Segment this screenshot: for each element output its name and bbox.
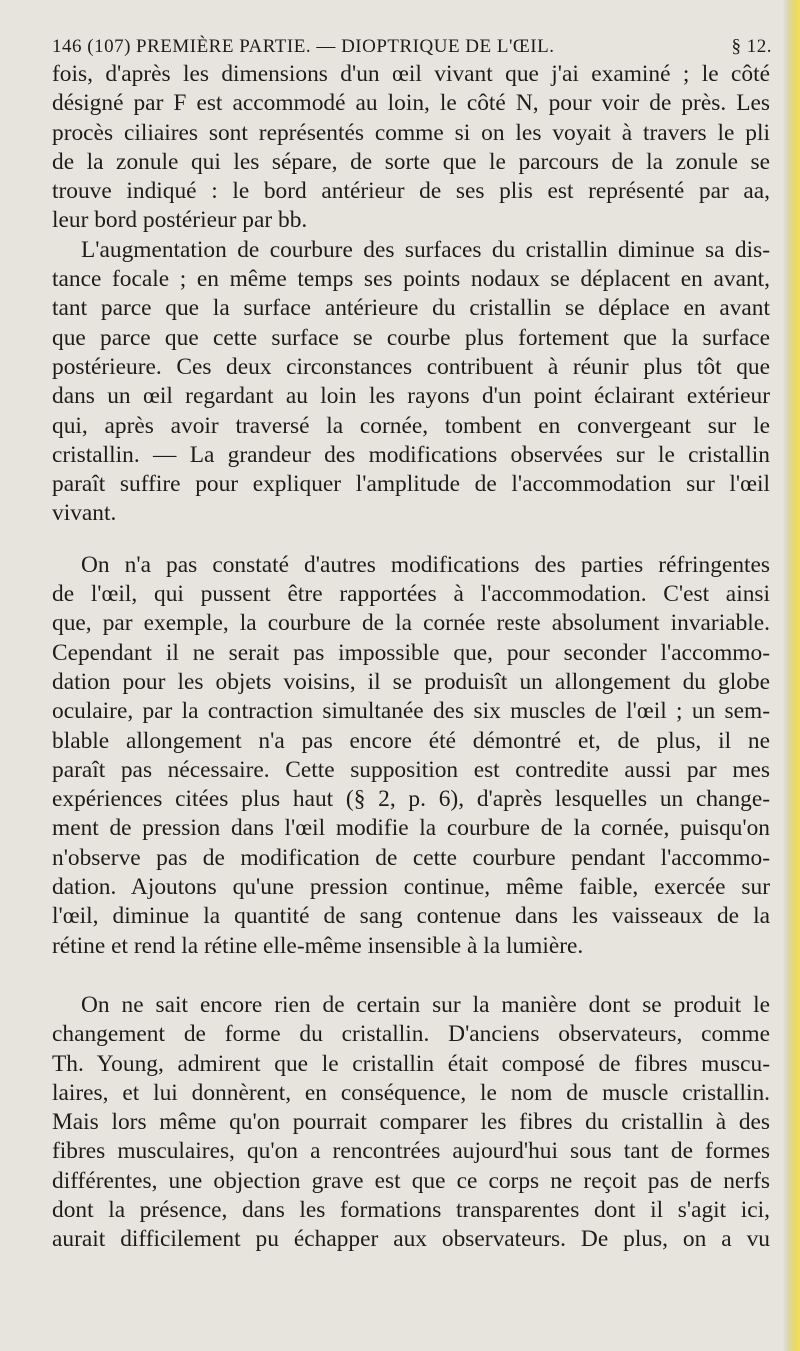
- text-line: rétine et rend la rétine elle-même insensible à la lumière.: [52, 932, 584, 959]
- text-line: que, par exemple, la courbure de la cornée reste absolument invariable.: [52, 610, 770, 637]
- section-number: § 12.: [731, 36, 772, 57]
- text-line: fibres musculaires, qu'on a rencontrées aujourd'hui sous tant de formes: [52, 1138, 770, 1165]
- text-line: tant parce que la surface antérieure du cristallin se déplace en avant: [52, 295, 770, 322]
- text-line: l'œil, diminue la quantité de sang contenue dans les vaisseaux de la: [52, 903, 770, 930]
- text-line: de la zonule qui les sépare, de sorte que le parcours de la zonule se: [52, 148, 770, 175]
- text-line: changement de forme du cristallin. D'anciens observateurs, comme: [52, 1021, 770, 1048]
- text-line: Cependant il ne serait pas impossible que, pour seconder l'accommo-: [52, 639, 770, 666]
- text-line: aurait difficilement pu échapper aux observateurs. De plus, on a vu: [52, 1226, 770, 1253]
- text-line: On ne sait encore rien de certain sur la manière dont se produit le: [81, 991, 770, 1018]
- paragraph-2: [52, 236, 770, 529]
- text-line: dation. Ajoutons qu'une pression continue, même faible, exercée sur: [52, 874, 770, 901]
- text-line: Mais lors même qu'on pourrait comparer les fibres du cristallin à des: [52, 1109, 770, 1136]
- text-line: paraît suffire pour expliquer l'amplitude de l'accommodation sur l'œil: [52, 471, 770, 498]
- text-line: ment de pression dans l'œil modifie la courbure de la cornée, puisqu'on: [52, 815, 770, 842]
- paragraph-1: [52, 60, 770, 236]
- text-line: cristallin. — La grandeur des modifications observées sur le cristallin: [52, 441, 770, 468]
- paragraph-gap: [52, 961, 770, 991]
- text-line: On n'a pas constaté d'autres modifications des parties réfringentes: [81, 551, 770, 578]
- text-line: trouve indiqué : le bord antérieur de ses plis est représenté par aa,: [52, 178, 770, 205]
- text-line: blable allongement n'a pas encore été démontré et, de plus, il ne: [52, 727, 770, 754]
- text-line: qui, après avoir traversé la cornée, tombent en convergeant sur le: [52, 412, 770, 439]
- text-line: fois, d'après les dimensions d'un œil vivant que j'ai examiné ; le côté: [52, 61, 770, 87]
- text-line: n'observe pas de modification de cette courbure pendant l'accommo-: [52, 844, 770, 871]
- text-line: leur bord postérieur par bb.: [52, 207, 308, 234]
- page-edge: [782, 0, 800, 1351]
- text-line: que parce que cette surface se courbe plus fortement que la surface: [52, 324, 770, 351]
- page-number: 146 (107): [52, 36, 131, 57]
- text-line: désigné par F est accommodé au loin, le côté N, pour voir de près. Les: [52, 90, 770, 117]
- running-header: [52, 36, 772, 60]
- paragraph-4: [52, 991, 770, 1255]
- text-line: laires, et lui donnèrent, en conséquence, le nom de muscle cristallin.: [52, 1079, 770, 1106]
- text-line: paraît pas nécessaire. Cette supposition est contredite aussi par mes: [52, 756, 770, 783]
- paragraph-gap: [52, 529, 770, 551]
- text-line: dans un œil regardant au loin les rayons d'un point éclairant extérieur: [52, 383, 770, 410]
- text-line: vivant.: [52, 500, 117, 527]
- text-line: expériences citées plus haut (§ 2, p. 6), d'après lesquelles un change-: [52, 786, 770, 813]
- text-line: dation pour les objets voisins, il se produisît un allongement du globe: [52, 668, 770, 695]
- text-line: procès ciliaires sont représentés comme si on les voyait à travers le pli: [52, 119, 770, 146]
- paragraph-3: [52, 551, 770, 961]
- text-line: différentes, une objection grave est que ce corps ne reçoit pas de nerfs: [52, 1167, 770, 1194]
- text-line: de l'œil, qui pussent être rapportées à l'accommodation. C'est ainsi: [52, 581, 770, 608]
- text-line: tance focale ; en même temps ses points nodaux se déplacent en avant,: [52, 266, 770, 293]
- text-line: L'augmentation de courbure des surfaces du cristallin diminue sa dis-: [81, 236, 770, 263]
- text-line: dont la présence, dans les formations transparentes dont il s'agit ici,: [52, 1196, 770, 1223]
- text-line: postérieure. Ces deux circonstances contribuent à réunir plus tôt que: [52, 353, 770, 380]
- text-line: Th. Young, admirent que le cristallin était composé de fibres muscu-: [52, 1050, 770, 1077]
- body-text: [52, 60, 770, 1255]
- running-title: PREMIÈRE PARTIE. — DIOPTRIQUE DE L'ŒIL.: [136, 36, 555, 57]
- text-line: oculaire, par la contraction simultanée des six muscles de l'œil ; un sem-: [52, 698, 770, 725]
